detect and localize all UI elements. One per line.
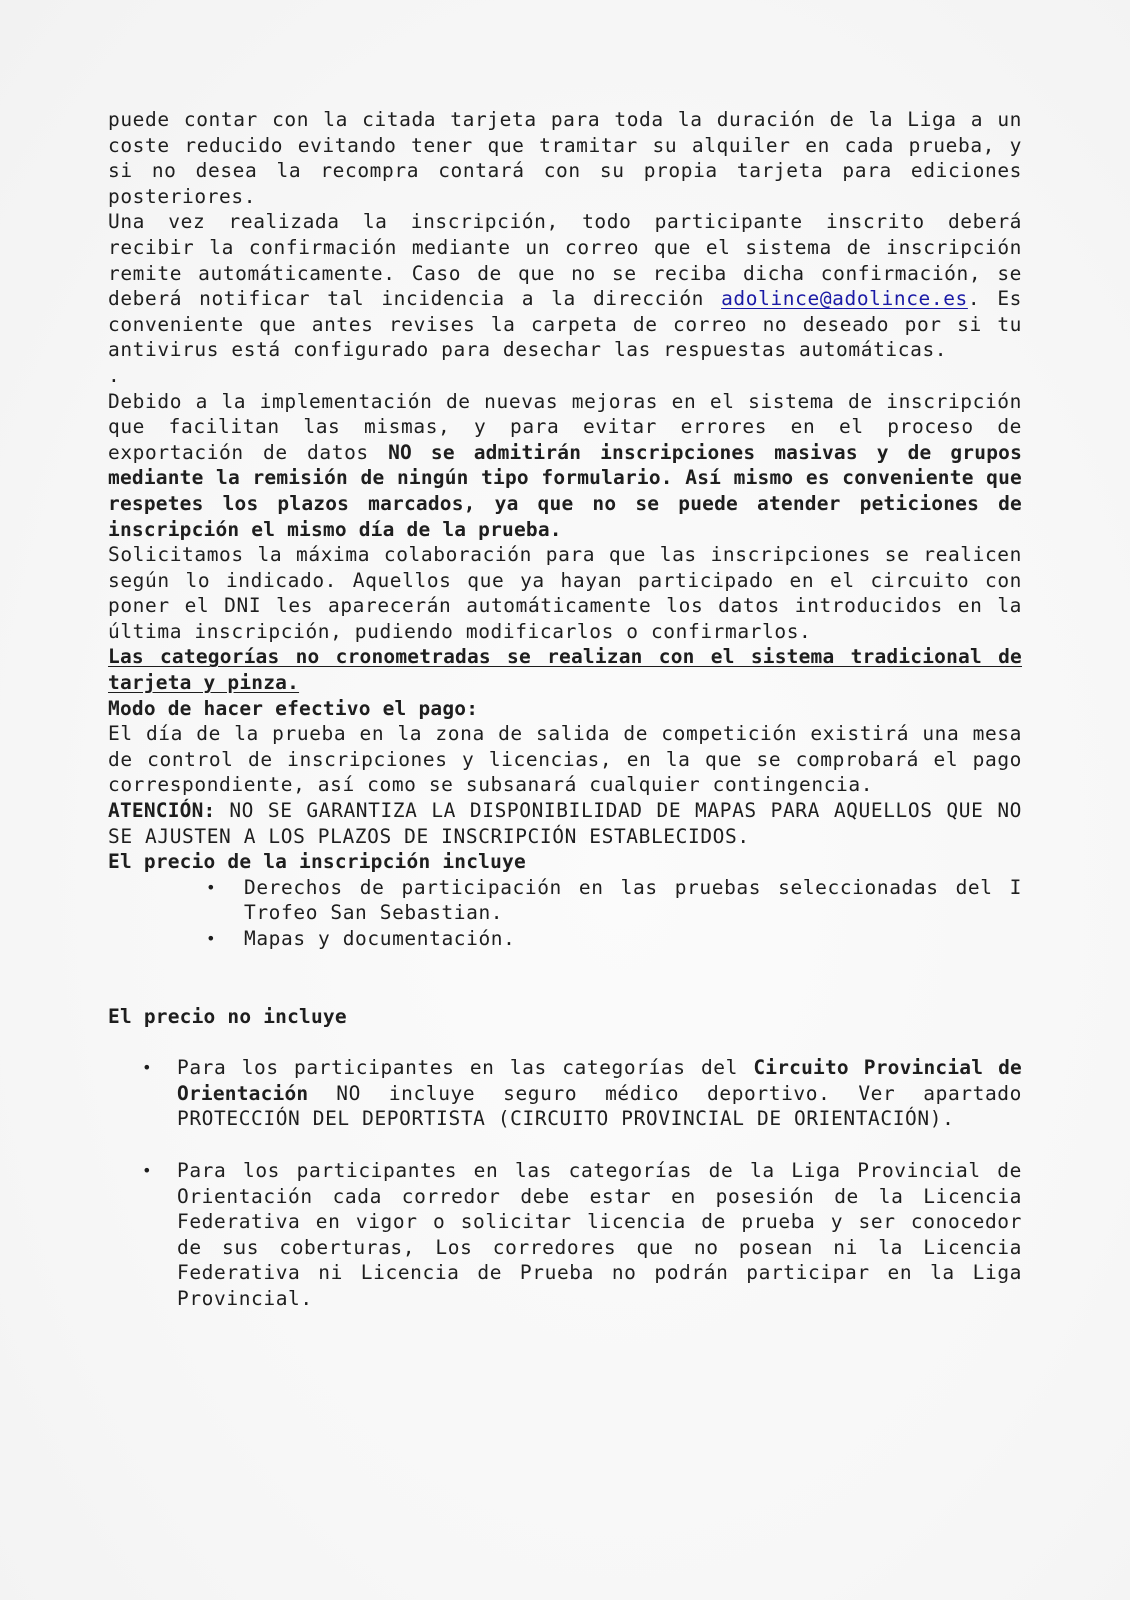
email-link[interactable]: adolince@adolince.es (721, 287, 968, 311)
paragraph-pago: El día de la prueba en la zona de salida de competición existirá una mesa de control de inscripciones y licencias, en la que se comprobará el pago correspondiente, así como se subsanará cualquier contingencia. (108, 722, 1022, 797)
spacer (108, 1029, 1022, 1055)
bullet-icon: • (206, 877, 217, 897)
heading-precio-incluye: El precio de la inscripción incluye (108, 850, 526, 874)
spacer (108, 952, 1022, 1004)
confirmacion-text-end: . Es conveniente que antes revises la carpeta de correo no deseado por si tu antivirus está configurado para desechar las respuestas automáticas. (108, 287, 1022, 362)
paragraph-confirmacion (108, 209, 1022, 363)
no-incluye-list-2 (108, 1158, 1022, 1312)
list-item (108, 1158, 1022, 1312)
heading-precio-no-incluye: El precio no incluye (108, 1004, 347, 1028)
document-page (108, 107, 1022, 1312)
incluye-list (108, 875, 1022, 952)
bullet-icon: • (142, 1058, 153, 1078)
list-item (108, 875, 1022, 926)
atencion-text: NO SE GARANTIZA LA DISPONIBILIDAD DE MAPAS PARA AQUELLOS QUE NO SE AJUSTEN A LOS PLAZOS DE INSCRIPCIÓN ESTABLECIDOS. (108, 799, 1022, 848)
circuito-provincial-bold: Circuito Provincial de Orientación (177, 1056, 1022, 1105)
atencion-label: ATENCIÓN: (108, 799, 216, 823)
paragraph-tarjeta: puede contar con la citada tarjeta para toda la duración de la Liga a un coste reducido evitando tener que tramitar su alquiler en cada prueba, y si no desea la recompra contará con su propia tarjeta para ediciones posteriores. (108, 108, 1022, 208)
list-item-text: Derechos de participación en las pruebas seleccionadas del I Trofeo San Sebastian. (244, 875, 1022, 925)
bullet-icon: • (206, 929, 217, 948)
bullet-icon: • (142, 1160, 153, 1180)
list-item (108, 1055, 1022, 1132)
heading-modo-pago: Modo de hacer efectivo el pago: (108, 696, 479, 720)
no-incluye-list (108, 1055, 1022, 1132)
no-incluye-text-start: Para los participantes en las categorías del (177, 1056, 754, 1080)
mejoras-text: Debido a la implementación de nuevas mejoras en el sistema de inscripción que facilitan las mismas, y para evitar errores en el proceso de exportación de datos (108, 389, 1022, 464)
paragraph-colaboracion: Solicitamos la máxima colaboración para que las inscripciones se realicen según lo indicado. Aquellos que ya hayan participado en el circuito con poner el DNI les aparecerán automáticamente los datos introducidos en la última inscripción, pudiendo modificarlos o confirmarlos. (108, 543, 1022, 643)
paragraph-no-cronometradas: Las categorías no cronometradas se realizan con el sistema tradicional de tarjeta y pinza. (108, 645, 1022, 695)
paragraph-mejoras (108, 389, 1022, 543)
list-item-text: Mapas y documentación. (244, 927, 516, 950)
separator-dot: . (108, 363, 120, 387)
paragraph-atencion (108, 798, 1022, 849)
confirmacion-text: Una vez realizada la inscripción, todo participante inscrito deberá recibir la confirmación mediante un correo que el sistema de inscripción remite automáticamente. Caso de que no se reciba dicha confirmación, se deberá notificar tal incidencia a la dirección (108, 210, 1022, 311)
spacer (108, 1132, 1022, 1158)
mejoras-warning-bold: NO se admitirán inscripciones masivas y de grupos mediante la remisión de ningún tipo formulario. Así mismo es conveniente que respetes los plazos marcados, ya que no se puede atender peticiones de inscripción el mismo día de la prueba. (108, 440, 1023, 541)
list-item-text: Para los participantes en las categorías de la Liga Provincial de Orientación cada corredor debe estar en posesión de la Licencia Federativa en vigor o solicitar licencia de prueba y ser conocedor de sus coberturas, Los corredores que no posean ni la Licencia Federativa ni Licencia de Prueba no podrán participar en la Liga Provincial. (177, 1158, 1022, 1310)
list-item (108, 926, 1022, 952)
no-incluye-text-end: NO incluye seguro médico deportivo. Ver apartado PROTECCIÓN DEL DEPORTISTA (CIRCUITO PROVINCIAL DE ORIENTACIÓN). (177, 1081, 1022, 1131)
